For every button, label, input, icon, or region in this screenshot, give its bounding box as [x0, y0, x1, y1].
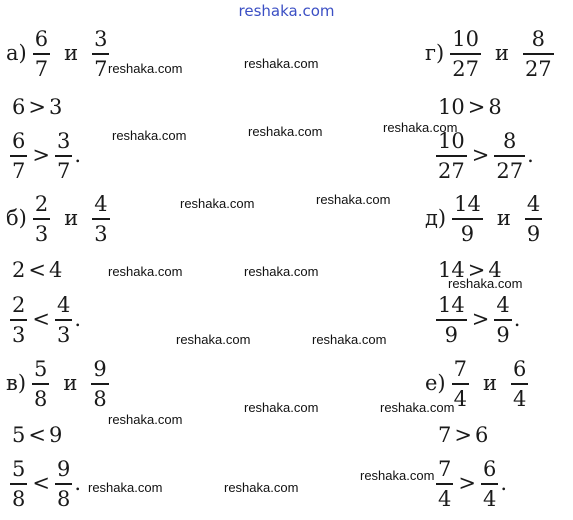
- fraction: $\frac{8}{27}$: [496, 129, 524, 183]
- watermark: reshaka.com: [108, 61, 183, 76]
- fraction: $\frac{2}{3}$: [12, 293, 26, 347]
- watermark: reshaka.com: [244, 400, 319, 415]
- part-label: г): [425, 40, 445, 65]
- watermark: reshaka.com: [316, 192, 391, 207]
- fraction: $\frac{9}{8}$: [93, 357, 107, 411]
- part-e-result: $\frac{7}{4}$ > $\frac{6}{4}$ .: [438, 457, 508, 511]
- conjunction: и: [64, 40, 79, 65]
- fraction: $\frac{4}{3}$: [94, 192, 108, 246]
- watermark: reshaka.com: [244, 56, 319, 71]
- part-d-inequality: 14 > 4: [438, 258, 502, 282]
- fraction: $\frac{14}{9}$: [454, 192, 481, 246]
- fraction: $\frac{6}{7}$: [34, 27, 49, 81]
- watermark: reshaka.com: [108, 264, 183, 279]
- watermark: reshaka.com: [383, 120, 458, 135]
- part-label: в): [6, 370, 27, 395]
- part-v-result: $\frac{5}{8}$ < $\frac{9}{8}$ .: [12, 457, 82, 511]
- watermark: reshaka.com: [112, 128, 187, 143]
- fraction: $\frac{10}{27}$: [452, 27, 479, 81]
- watermark: reshaka.com: [176, 332, 251, 347]
- fraction: $\frac{5}{8}$: [12, 457, 26, 511]
- part-d-pair: [425, 193, 544, 246]
- part-label: а): [6, 40, 27, 65]
- part-g-result: $\frac{10}{27}$ > $\frac{8}{27}$ .: [438, 129, 534, 183]
- part-a-result: $\frac{6}{7}$ > $\frac{3}{7}$ .: [12, 129, 82, 183]
- fraction: $\frac{6}{7}$: [12, 129, 26, 183]
- conjunction: и: [64, 205, 79, 230]
- part-label: е): [425, 370, 446, 395]
- watermark: reshaka.com: [380, 400, 455, 415]
- watermark: reshaka.com: [448, 276, 523, 291]
- fraction: $\frac{9}{8}$: [56, 457, 71, 511]
- watermark: reshaka.com: [108, 412, 183, 427]
- part-a-inequality: 6 > 3: [12, 95, 63, 119]
- fraction: $\frac{4}{9}$: [496, 293, 510, 347]
- part-e-inequality: 7 > 6: [438, 423, 489, 447]
- watermark: reshaka.com: [88, 480, 163, 495]
- part-label: б): [6, 205, 27, 230]
- part-v-pair: [6, 358, 111, 411]
- fraction: $\frac{5}{8}$: [34, 357, 48, 411]
- part-b-result: $\frac{2}{3}$ < $\frac{4}{3}$ .: [12, 293, 82, 347]
- site-watermark: reshaka.com: [238, 2, 335, 20]
- fraction: $\frac{4}{9}$: [526, 192, 541, 246]
- part-g-inequality: 10 > 8: [438, 95, 502, 119]
- watermark: reshaka.com: [224, 480, 299, 495]
- conjunction: и: [496, 205, 511, 230]
- fraction: $\frac{2}{3}$: [34, 192, 49, 246]
- fraction: $\frac{7}{4}$: [453, 357, 467, 411]
- part-label: д): [425, 205, 447, 230]
- part-b-pair: [6, 193, 112, 246]
- part-g-pair: [425, 28, 556, 81]
- watermark: reshaka.com: [244, 264, 319, 279]
- watermark: reshaka.com: [248, 124, 323, 139]
- part-v-inequality: 5 < 9: [12, 423, 63, 447]
- fraction: $\frac{14}{9}$: [438, 293, 465, 347]
- part-d-result: $\frac{14}{9}$ > $\frac{4}{9}$ .: [438, 293, 521, 347]
- fraction: $\frac{3}{7}$: [94, 27, 108, 81]
- part-a-pair: [6, 28, 111, 81]
- conjunction: и: [483, 370, 497, 395]
- watermark: reshaka.com: [312, 332, 387, 347]
- fraction: $\frac{4}{3}$: [56, 293, 71, 347]
- fraction: $\frac{10}{27}$: [438, 129, 465, 183]
- fraction: $\frac{6}{4}$: [513, 357, 527, 411]
- fraction: $\frac{8}{27}$: [524, 27, 552, 81]
- fraction: $\frac{6}{4}$: [482, 457, 497, 511]
- part-b-inequality: 2 < 4: [12, 258, 63, 282]
- conjunction: и: [494, 40, 509, 65]
- fraction: $\frac{7}{4}$: [438, 457, 452, 511]
- watermark: reshaka.com: [360, 468, 435, 483]
- watermark: reshaka.com: [180, 196, 255, 211]
- conjunction: и: [63, 370, 78, 395]
- fraction: $\frac{3}{7}$: [56, 129, 71, 183]
